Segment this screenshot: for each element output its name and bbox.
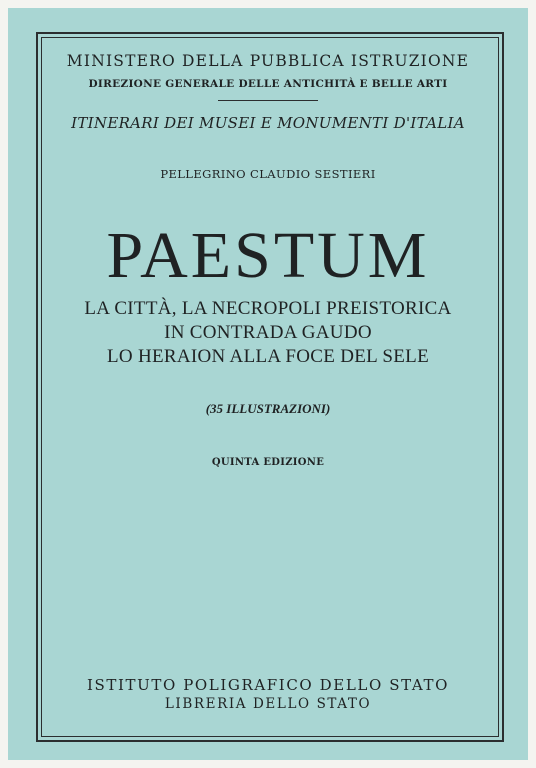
edition-label: QUINTA EDIZIONE bbox=[211, 457, 325, 468]
book-title: PAESTUM bbox=[106, 219, 430, 292]
author-name: PELLEGRINO CLAUDIO SESTIERI bbox=[160, 167, 376, 181]
subtitle-line-3: LO HERAION ALLA FOCE DEL SELE bbox=[106, 346, 429, 367]
divider-rule bbox=[218, 100, 318, 101]
ministry-heading: MINISTERO DELLA PUBBLICA ISTRUZIONE bbox=[66, 52, 470, 70]
publisher-subname: LIBRERIA DELLO STATO bbox=[164, 696, 372, 712]
subtitle-line-1: LA CITTÀ, LA NECROPOLI PREISTORICA bbox=[84, 298, 452, 319]
cover-double-border bbox=[36, 32, 504, 742]
cover-inner-border bbox=[41, 37, 499, 737]
subtitle-line-2: IN CONTRADA GAUDO bbox=[164, 322, 372, 343]
publisher-name: ISTITUTO POLIGRAFICO DELLO STATO bbox=[86, 676, 450, 694]
series-title: ITINERARI DEI MUSEI E MONUMENTI D'ITALIA bbox=[71, 114, 465, 132]
directorate-heading: DIREZIONE GENERALE DELLE ANTICHITÀ E BELLE ARTI bbox=[88, 78, 448, 90]
illustrations-note: (35 ILLUSTRAZIONI) bbox=[205, 401, 331, 416]
